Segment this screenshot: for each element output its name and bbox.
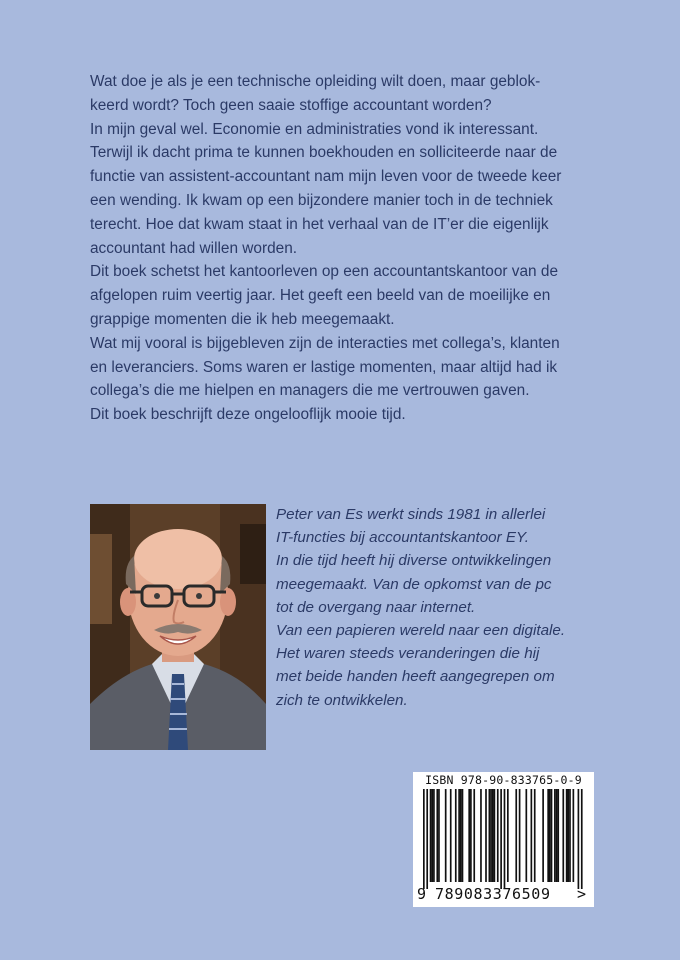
- barcode-bar: [473, 789, 475, 882]
- barcode-bar: [423, 789, 425, 889]
- ean-first-digit: 9: [417, 885, 427, 903]
- barcode-bar: [519, 789, 521, 882]
- barcode-bar: [566, 789, 568, 882]
- blurb-line: Dit boek beschrijft deze ongelooflijk mooie tijd.: [90, 406, 406, 424]
- back-cover-blurb: [90, 70, 620, 427]
- blurb-line: collega’s die me hielpen en managers die me vertrouwen gaven.: [90, 382, 530, 400]
- barcode-bars: [413, 789, 594, 889]
- barcode-bar: [504, 789, 506, 889]
- blurb-line: Dit boek schetst het kantoorleven op een accountantskantoor van de: [90, 263, 559, 281]
- blurb-line: accountant had willen worden.: [90, 239, 298, 257]
- barcode-bar: [557, 789, 559, 882]
- barcode-bar: [515, 789, 517, 882]
- bio-line: Het waren steeds veranderingen die hij: [276, 645, 540, 663]
- barcode-bar: [581, 789, 583, 889]
- barcode-bar: [578, 789, 580, 889]
- blurb-line: keerd wordt? Toch geen saaie stoffige accountant worden?: [90, 96, 492, 114]
- barcode-bar: [490, 789, 492, 882]
- barcode-bar: [500, 789, 502, 889]
- author-bio: [276, 503, 636, 712]
- barcode-bar: [430, 789, 432, 882]
- barcode-bar: [450, 789, 452, 882]
- barcode-bar: [525, 789, 527, 882]
- barcode-bar: [556, 789, 558, 882]
- blurb-line: Wat doe je als je een technische opleiding wilt doen, maar geblok-: [90, 73, 541, 90]
- barcode-bar: [445, 789, 447, 882]
- ean-digit-groups: 789083376509: [435, 885, 551, 903]
- barcode-bar: [534, 789, 536, 882]
- barcode-bar: [542, 789, 544, 882]
- barcode-bar: [438, 789, 440, 882]
- blurb-line: een wending. Ik kwam op een bijzondere manier toch in de techniek: [90, 191, 553, 209]
- barcode-bar: [551, 789, 553, 882]
- blurb-line: functie van assistent-accountant nam mijn leven voor de tweede keer: [90, 168, 562, 186]
- barcode-bar: [489, 789, 491, 882]
- barcode-bar: [431, 789, 433, 882]
- barcode-bar: [462, 789, 464, 882]
- blurb-line: In mijn geval wel. Economie en administraties vond ik interessant.: [90, 120, 539, 138]
- barcode-bar: [492, 789, 494, 882]
- bio-line: met beide handen heeft aangegrepen om: [276, 668, 555, 686]
- blurb-line: grappige momenten die ik heb meegemaakt.: [90, 310, 395, 328]
- barcode-bar: [480, 789, 482, 882]
- bio-line: Van een papieren wereld naar een digitale.: [276, 622, 566, 640]
- bio-line: In die tijd heeft hij diverse ontwikkelingen: [276, 552, 552, 570]
- blurb-line: en leveranciers. Soms waren er lastige momenten, maar altijd had ik: [90, 358, 558, 376]
- barcode-bar: [485, 789, 487, 882]
- bio-line: tot de overgang naar internet.: [276, 598, 476, 616]
- blurb-line: terecht. Hoe dat kwam staat in het verhaal van de IT’er die eigenlijk: [90, 215, 549, 233]
- barcode-bar: [433, 789, 435, 882]
- bio-line: Peter van Es werkt sinds 1981 in allerlei: [276, 506, 546, 523]
- barcode-bar: [531, 789, 533, 882]
- barcode-bar: [549, 789, 551, 882]
- barcode-bar: [569, 789, 571, 882]
- ean-quiet-zone-arrow: >: [577, 885, 587, 903]
- bio-line: meegemaakt. Van de opkomst van de pc: [276, 575, 552, 593]
- author-portrait-illustration: [90, 504, 266, 750]
- bio-line: zich te ontwikkelen.: [276, 691, 408, 709]
- barcode-bar: [494, 789, 496, 882]
- barcode-bar: [468, 789, 470, 882]
- barcode-bar: [426, 789, 428, 889]
- barcode-bar: [497, 789, 499, 882]
- barcode-bar: [436, 789, 438, 882]
- author-photo: [90, 504, 266, 750]
- blurb-line: afgelopen ruim veertig jaar. Het geeft een beeld van de moeilijke en: [90, 287, 551, 305]
- blurb-line: Wat mij vooral is bijgebleven zijn de interacties met collega’s, klanten: [90, 334, 560, 352]
- blurb-line: Terwijl ik dacht prima te kunnen boekhouden en solliciteerde naar de: [90, 144, 558, 162]
- barcode-bar: [458, 789, 460, 882]
- isbn-barcode: [413, 772, 594, 907]
- isbn-label: ISBN 978-90-833765-0-9: [425, 773, 582, 787]
- bio-line: IT-functies bij accountantskantoor EY.: [276, 529, 529, 547]
- barcode-bar: [562, 789, 564, 882]
- barcode-bar: [455, 789, 457, 882]
- barcode-bar: [460, 789, 462, 882]
- barcode-bar: [554, 789, 556, 882]
- barcode-bar: [507, 789, 509, 882]
- barcode-bar: [547, 789, 549, 882]
- barcode-bar: [573, 789, 575, 882]
- barcode-bar: [567, 789, 569, 882]
- barcode-bar: [470, 789, 472, 882]
